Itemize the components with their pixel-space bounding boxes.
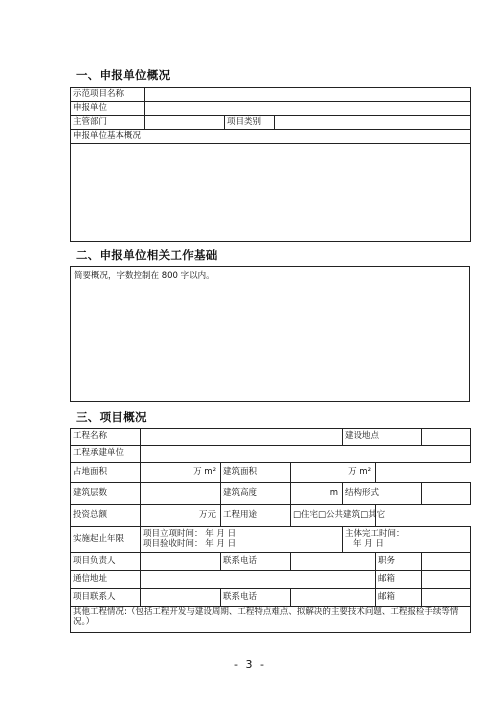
other-info-label: 其他工程情况:（包括工程开发与建设周期、工程特点难点、拟解决的主要技术问题、工程报检手续等情况。） (73, 607, 459, 627)
floors-field[interactable] (141, 483, 221, 505)
section3-heading: 三、项目概况 (76, 410, 147, 424)
investment-unit: 万元 (198, 509, 216, 520)
postcode2-field[interactable] (422, 589, 471, 607)
applicant-field[interactable] (145, 102, 471, 116)
phone2-field[interactable] (291, 589, 376, 607)
location-field[interactable] (422, 429, 471, 446)
section1-heading: 一、申报单位概况 (76, 68, 171, 82)
category-field[interactable] (275, 116, 471, 130)
contact-field[interactable] (141, 589, 221, 607)
label-postcode2: 邮箱 (376, 589, 422, 607)
label-contractor: 工程承建单位 (71, 446, 141, 463)
contractor-field[interactable] (141, 446, 471, 463)
finish-date: 年 月 日 (353, 538, 384, 549)
label-phone2: 联系电话 (221, 589, 291, 607)
label-leader: 项目负责人 (71, 553, 141, 571)
label-eng-name: 工程名称 (71, 429, 141, 446)
build-area-unit: 万 m² (348, 466, 371, 477)
label-usage: 工程用途 (221, 505, 291, 527)
leader-field[interactable] (141, 553, 221, 571)
label-project-name: 示范项目名称 (71, 88, 145, 102)
height-unit: m (329, 487, 338, 498)
postcode1-field[interactable] (422, 571, 471, 589)
label-height: 建筑高度 (221, 483, 291, 505)
department-field[interactable] (145, 116, 225, 130)
address-field[interactable] (141, 571, 376, 589)
label-build-area: 建筑面积 (221, 463, 291, 483)
eng-name-field[interactable] (141, 429, 343, 446)
land-area-field[interactable] (141, 463, 221, 483)
land-area-unit: 万 m² (193, 466, 216, 477)
blank-cell-2 (376, 505, 471, 527)
label-floors: 建筑层数 (71, 483, 141, 505)
accept-time: 项目验收时间： 年 月 日 (143, 538, 237, 549)
build-area-field[interactable] (291, 463, 376, 483)
section1-table (70, 87, 471, 242)
setup-time: 项目立项时间： 年 月 日 (143, 528, 237, 539)
label-phone1: 联系电话 (221, 553, 291, 571)
label-period: 实施起止年限 (71, 527, 141, 553)
label-address: 通信地址 (71, 571, 141, 589)
title-field[interactable] (422, 553, 471, 571)
usage-options[interactable]: □住宅□公共建筑□其它 (291, 505, 376, 527)
label-department: 主管部门 (71, 116, 145, 130)
label-postcode1: 邮箱 (376, 571, 422, 589)
label-title: 职务 (376, 553, 422, 571)
label-location: 建设地点 (343, 429, 422, 446)
other-info-area[interactable] (71, 607, 471, 633)
project-name-field[interactable] (145, 88, 471, 102)
label-overview: 申报单位基本概况 (71, 130, 471, 144)
period-dates[interactable] (141, 527, 343, 553)
section2-heading: 二、申报单位相关工作基础 (76, 248, 218, 262)
finish-label: 主体完工时间： (345, 528, 405, 539)
label-structure: 结构形式 (343, 483, 422, 505)
structure-field[interactable] (422, 483, 471, 505)
section3-table (70, 428, 471, 633)
finish-time[interactable] (343, 527, 471, 553)
blank-cell (376, 463, 471, 483)
height-field[interactable] (291, 483, 343, 505)
label-land-area: 占地面积 (71, 463, 141, 483)
overview-area[interactable] (71, 144, 471, 242)
label-contact: 项目联系人 (71, 589, 141, 607)
work-foundation-area[interactable] (70, 266, 470, 402)
label-investment: 投资总额 (71, 505, 141, 527)
label-category: 项目类别 (225, 116, 275, 130)
label-applicant: 申报单位 (71, 102, 145, 116)
investment-field[interactable] (141, 505, 221, 527)
phone1-field[interactable] (291, 553, 376, 571)
section2-note: 简要概况，字数控制在 800 字以内。 (74, 271, 215, 281)
page-number: - 3 - (234, 658, 266, 671)
